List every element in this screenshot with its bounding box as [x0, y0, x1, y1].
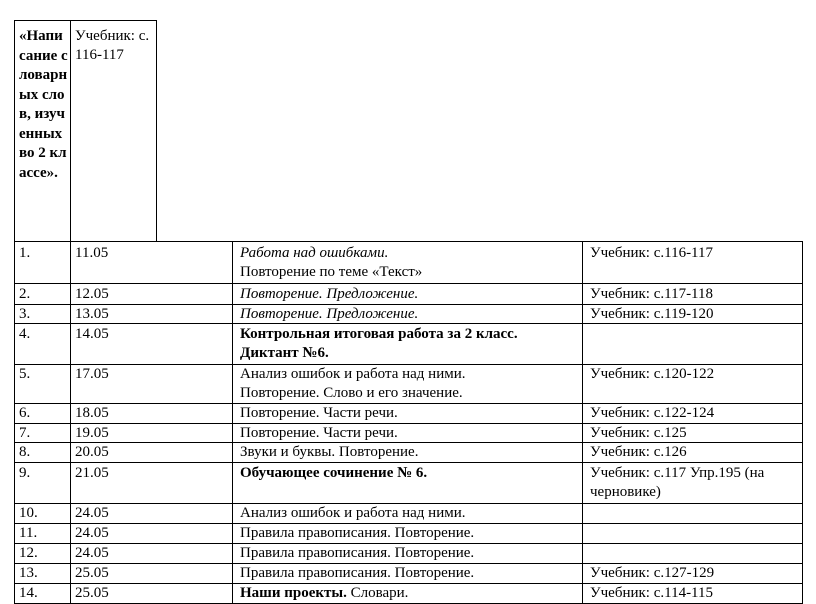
row-topic-line2: Повторение по теме «Текст» [240, 264, 423, 280]
row-number: 2. [19, 286, 31, 302]
row-number: 7. [19, 425, 31, 441]
row-date: 13.05 [75, 306, 109, 322]
row-date: 18.05 [75, 405, 109, 421]
row-number: 1. [19, 245, 31, 261]
row-number: 12. [19, 545, 38, 561]
resource-header-cell: Учебник: с.116-117 [75, 28, 150, 63]
row-resource: Учебник: с.117 Упр.195 (на [590, 465, 765, 481]
row-date: 25.05 [75, 565, 109, 581]
row-date: 25.05 [75, 585, 109, 601]
row-topic: Правила правописания. Повторение. [240, 565, 475, 581]
row-resource: Учебник: с.120-122 [590, 366, 715, 382]
row-number: 14. [19, 585, 38, 601]
row-number: 6. [19, 405, 31, 421]
row-topic: Звуки и буквы. Повторение. [240, 444, 419, 460]
row-resource: Учебник: с.116-117 [590, 245, 714, 261]
row-date: 19.05 [75, 425, 109, 441]
row-resource: Учебник: с.117-118 [590, 286, 714, 302]
row-topic-bold: Наши проекты. [240, 585, 347, 601]
row-number: 11. [19, 525, 38, 541]
row-topic-line2: Повторение. Слово и его значение. [240, 385, 463, 401]
row-number: 10. [19, 505, 38, 521]
row-number: 3. [19, 306, 31, 322]
row-resource: Учебник: с.114-115 [590, 585, 714, 601]
row-topic [240, 584, 408, 603]
topic-header-cell: «Написание словарных слов, изученных во 2 классе». [19, 28, 68, 181]
row-resource: Учебник: с.119-120 [590, 306, 714, 322]
row-date: 12.05 [75, 286, 109, 302]
row-topic-suffix: Словари. [346, 585, 409, 601]
row-topic: Повторение. Предложение. [240, 306, 419, 322]
row-topic: Анализ ошибок и работа над ними. [240, 366, 466, 382]
row-number: 9. [19, 465, 31, 481]
row-topic: Повторение. Предложение. [240, 286, 419, 302]
row-topic: Работа над ошибками. [240, 245, 389, 261]
row-date: 14.05 [75, 326, 109, 342]
row-date: 11.05 [75, 245, 109, 261]
row-number: 5. [19, 366, 31, 382]
row-date: 20.05 [75, 444, 109, 460]
row-resource: Учебник: с.127-129 [590, 565, 715, 581]
row-date: 21.05 [75, 465, 109, 481]
row-resource: Учебник: с.122-124 [590, 405, 715, 421]
row-topic: Контрольная итоговая работа за 2 класс. [240, 326, 518, 342]
row-topic: Обучающее сочинение № 6. [240, 465, 428, 481]
row-date: 24.05 [75, 525, 109, 541]
row-resource: Учебник: с.125 [590, 425, 687, 441]
row-number: 13. [19, 565, 38, 581]
row-topic: Повторение. Части речи. [240, 405, 398, 421]
row-number: 8. [19, 444, 31, 460]
row-number: 4. [19, 326, 31, 342]
row-topic: Повторение. Части речи. [240, 425, 398, 441]
row-date: 24.05 [75, 505, 109, 521]
row-topic: Правила правописания. Повторение. [240, 525, 475, 541]
row-date: 24.05 [75, 545, 109, 561]
row-date: 17.05 [75, 366, 109, 382]
row-resource: Учебник: с.126 [590, 444, 687, 460]
row-topic: Анализ ошибок и работа над ними. [240, 505, 466, 521]
row-topic: Правила правописания. Повторение. [240, 545, 475, 561]
row-topic-line2: Диктант №6. [240, 345, 329, 361]
row-resource-line2: черновике) [590, 484, 661, 500]
